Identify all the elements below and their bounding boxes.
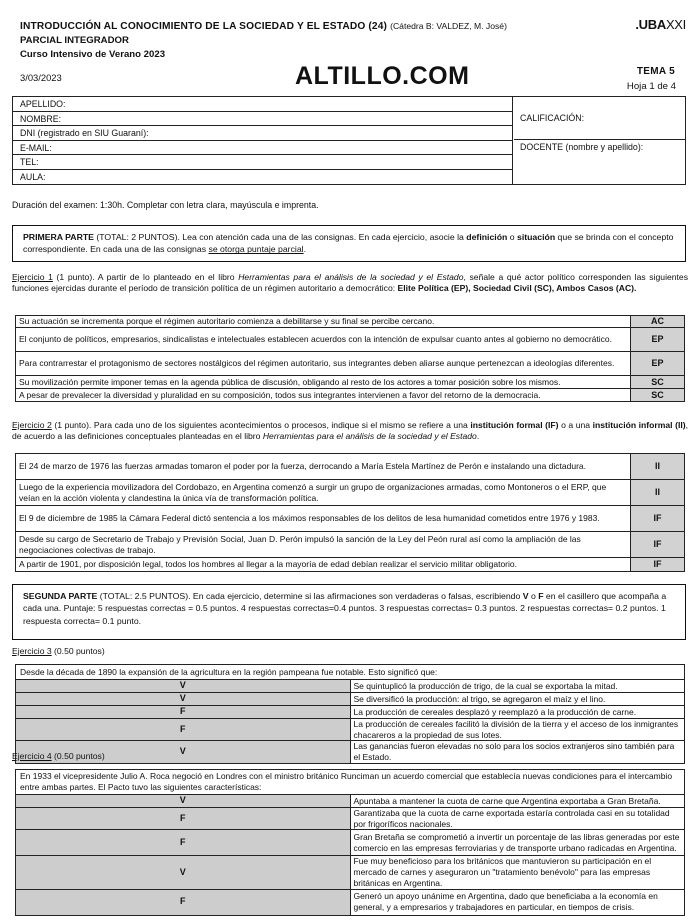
grading-fields bbox=[514, 97, 685, 184]
answer-cell[interactable]: II bbox=[631, 454, 685, 480]
page-counter: Hoja 1 de 4 bbox=[626, 81, 676, 92]
table-row: V Se quintuplicó la producción de trigo, de la cual se exportaba la mitad. bbox=[16, 680, 685, 693]
answer-cell[interactable]: V bbox=[16, 856, 351, 889]
course-title: INTRODUCCIÓN AL CONOCIMIENTO DE LA SOCIEDAD Y EL ESTADO (24) (Cátedra B: VALDEZ, M. José) bbox=[20, 21, 507, 32]
field-aula[interactable]: AULA: bbox=[20, 171, 46, 182]
ej2-statement: Ejercicio 2 (1 punto). Para cada uno de los siguientes acontecimientos o procesos, indique si el mismo se refiere a una institución formal (IF) o a una institución informal (II), de acuerdo a las definiciones conceptuales planteadas en el libro Herramientas para el análisis de la sociedad y el Estado. bbox=[12, 420, 688, 442]
table-row: Luego de la experiencia movilizadora del Cordobazo, en Argentina comenzó a surgir un grupo de organizaciones armadas, como Montoneros o el ERP, que veían en la acción violenta y clandestina la única vía de transformación política. II bbox=[16, 480, 685, 506]
ej2-table bbox=[15, 453, 685, 572]
answer-cell[interactable]: IF bbox=[631, 506, 685, 532]
table-row: El 9 de diciembre de 1985 la Cámara Federal dictó sentencia a los máximos responsables de los delitos de lesa humanidad cometidos entre 1976 y 1983. IF bbox=[16, 506, 685, 532]
table-row: El conjunto de políticos, empresarios, sindicalistas e intelectuales establecen acuerdos con la intención de expulsar cuanto antes al gobierno no democrático. EP bbox=[16, 328, 685, 352]
field-email[interactable]: E-MAIL: bbox=[13, 141, 512, 156]
answer-cell[interactable]: SC bbox=[631, 376, 685, 389]
table-row: F La producción de cereales desplazó y reemplazó a la producción de carne. bbox=[16, 706, 685, 719]
answer-cell[interactable]: F bbox=[16, 719, 351, 741]
course-period: Curso Intensivo de Verano 2023 bbox=[20, 49, 166, 60]
tema-label: TEMA 5 bbox=[636, 66, 675, 77]
answer-cell[interactable]: V bbox=[16, 795, 351, 808]
ej1-statement: Ejercicio 1 (1 punto). A partir de lo planteado en el libro Herramientas para el análisis de la sociedad y el Estado, señale a qué actor político corresponden las siguientes funciones ejercidas durante el período de transición política de un régimen autoritario a democrático: Elite Política (EP), Sociedad Civil (SC), Ambos Casos (AC). bbox=[12, 272, 689, 294]
table-row: F Gran Bretaña se comprometió a invertir un porcentaje de las libras generadas por este comercio en las empresas ferroviarias y de transporte urbano radicadas en Argentina. bbox=[16, 830, 685, 856]
table-row: Su actuación se incrementa porque el régimen autoritario comienza a debilitarse y su final se percibe cercano. AC bbox=[16, 316, 685, 328]
exam-date: 3/03/2023 bbox=[20, 72, 62, 83]
answer-cell[interactable]: II bbox=[631, 480, 685, 506]
field-calificacion[interactable]: CALIFICACIÓN: bbox=[514, 97, 685, 140]
field-docente[interactable]: DOCENTE (nombre y apellido): bbox=[520, 142, 644, 152]
answer-cell[interactable]: IF bbox=[631, 532, 685, 558]
field-tel[interactable]: TEL: bbox=[13, 155, 512, 170]
ej3-table bbox=[15, 664, 685, 764]
ej4-statement: Ejercicio 4 (0.50 puntos) bbox=[12, 751, 105, 761]
table-row: V Las ganancias fueron elevadas no solo para los socios extranjeros sino también para el Estado. bbox=[16, 741, 685, 763]
student-fields bbox=[13, 97, 513, 184]
field-nombre[interactable]: NOMBRE: bbox=[13, 112, 512, 127]
answer-cell[interactable]: AC bbox=[631, 316, 685, 328]
exam-duration: Duración del examen: 1:30h. Completar con letra clara, mayúscula e imprenta. bbox=[12, 200, 319, 210]
student-info-box bbox=[12, 96, 686, 185]
catedra-label: (Cátedra B: VALDEZ, M. José) bbox=[390, 21, 507, 31]
table-row: V Se diversificó la producción: al trigo, se agregaron el maíz y el lino. bbox=[16, 693, 685, 706]
part1-instructions: PRIMERA PARTE (TOTAL: 2 PUNTOS). Lea con atención cada una de las consignas. En cada ejercicio, asocie la definición o situación que se brinda con el concepto correspondiente. En cada una de las consignas se otorga puntaje parcial. bbox=[12, 225, 686, 262]
table-row: Para contrarrestar el protagonismo de sectores nostálgicos del régimen autoritario, sus integrantes deben aliarse aunque pertenezcan a ideologías diferentes. EP bbox=[16, 352, 685, 376]
table-row: Su movilización permite imponer temas en la agenda pública de discusión, obligando al resto de los actores a tomar posición sobre los mismos. SC bbox=[16, 376, 685, 389]
answer-cell[interactable]: F bbox=[16, 808, 351, 830]
table-row: Desde su cargo de Secretario de Trabajo y Previsión Social, Juan D. Perón impulsó la sanción de la Ley del Peón rural así como la ampliación de las negociaciones colectivas de trabajo. IF bbox=[16, 532, 685, 558]
ej4-table bbox=[15, 769, 685, 916]
ej1-table bbox=[15, 315, 685, 402]
answer-cell[interactable]: IF bbox=[631, 558, 685, 572]
answer-cell[interactable]: F bbox=[16, 706, 351, 719]
answer-cell[interactable]: V bbox=[16, 741, 351, 763]
table-row: F Generó un apoyo unánime en Argentina, dado que beneficiaba a la economía en general, y a empresarios y trabajadores en particular, en tiempos de crisis. bbox=[16, 889, 685, 915]
answer-cell[interactable]: V bbox=[16, 680, 351, 693]
answer-cell[interactable]: V bbox=[16, 693, 351, 706]
table-row: En 1933 el vicepresidente Julio A. Roca negoció en Londres con el ministro británico Runciman un acuerdo comercial que establecía nuevas condiciones para el intercambio entre ambas partes. El Pacto tuvo las siguientes características: bbox=[16, 770, 685, 795]
answer-cell[interactable]: EP bbox=[631, 328, 685, 352]
part2-instructions: SEGUNDA PARTE (TOTAL: 2.5 PUNTOS). En cada ejercicio, determine si las afirmaciones son verdaderas o falsas, escribiendo V o F en el casillero que acompaña a cada una. Puntaje: 5 respuestas correctas = 0.5 puntos. 4 respuestas correctas=0.4 puntos. 3 respuestas correctas= 0.3 puntos. 2 respuestas correctas= 0.2 puntos. 1 respuesta correcta= 0.1 punto. bbox=[12, 584, 686, 640]
uba-xxi-logo: .UBAXXI bbox=[635, 17, 686, 32]
table-row: Desde la década de 1890 la expansión de la agricultura en la región pampeana fue notable. Esto significó que: bbox=[16, 665, 685, 680]
field-apellido[interactable]: APELLIDO: bbox=[13, 97, 512, 112]
exam-type: PARCIAL INTEGRADOR bbox=[20, 35, 129, 46]
table-row: F Garantizaba que la cuota de carne exportada estaría controlada casi en su totalidad por frigoríficos nacionales. bbox=[16, 808, 685, 830]
table-row: A pesar de prevalecer la diversidad y pluralidad en su composición, todos sus integrantes intervienen a favor del retorno de la democracia. SC bbox=[16, 389, 685, 402]
table-row: V Apuntaba a mantener la cuota de carne que Argentina exportaba a Gran Bretaña. bbox=[16, 795, 685, 808]
watermark-logo: ALTILLO.COM bbox=[295, 62, 470, 90]
table-row: A partir de 1901, por disposición legal, todos los hombres al llegar a la mayoría de edad debían realizar el servicio militar obligatorio. IF bbox=[16, 558, 685, 572]
table-row: F La producción de cereales facilitó la división de la tierra y el acceso de los inmigrantes chacareros a la propiedad de sus lotes. bbox=[16, 719, 685, 741]
table-row: El 24 de marzo de 1976 las fuerzas armadas tomaron el poder por la fuerza, derrocando a María Estela Martínez de Perón e instalando una dictadura. II bbox=[16, 454, 685, 480]
answer-cell[interactable]: SC bbox=[631, 389, 685, 402]
table-row: V Fue muy beneficioso para los británicos que mantuvieron su participación en el mercado de carnes y aseguraron un "tratamiento benévolo" para las empresas británicas en Argentina. bbox=[16, 856, 685, 889]
field-dni[interactable]: DNI (registrado en SIU Guaraní): bbox=[13, 126, 512, 141]
ej3-statement: Ejercicio 3 (0.50 puntos) bbox=[12, 646, 105, 656]
answer-cell[interactable]: EP bbox=[631, 352, 685, 376]
answer-cell[interactable]: F bbox=[16, 889, 351, 915]
answer-cell[interactable]: F bbox=[16, 830, 351, 856]
